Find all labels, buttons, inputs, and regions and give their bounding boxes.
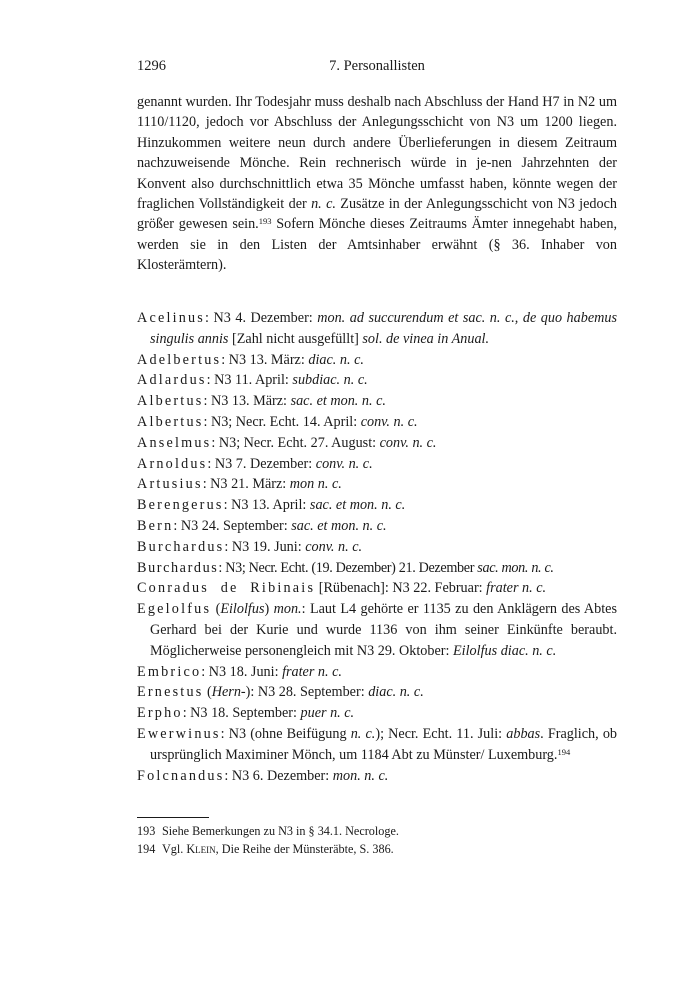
list-entry	[137, 350, 617, 371]
intro-paragraph	[137, 92, 617, 276]
list-entry	[137, 703, 617, 724]
entry-text: (	[211, 601, 221, 618]
entry-text: ); Necr. Echt. 11. Juli:	[375, 725, 507, 742]
list-entry	[137, 370, 617, 391]
list-entry	[137, 537, 617, 558]
footnote-ref-194: 194	[557, 746, 571, 757]
entry-latin: mon n. c.	[289, 476, 342, 493]
footnote-text: , Die Reihe der Münsteräbte, S. 386.	[215, 842, 394, 856]
entry-latin: Hern-	[211, 684, 246, 701]
entry-text: : N3 13. März:	[221, 351, 309, 368]
entry-latin: frater n. c.	[486, 580, 547, 597]
list-entry	[137, 766, 617, 787]
entry-latin: n. c.	[350, 725, 376, 742]
entry-latin: abbas	[506, 725, 541, 742]
entry-name: Folcnandus	[137, 767, 225, 784]
entry-name: Arnoldus	[137, 455, 208, 472]
entry-latin: sac. et mon. n. c.	[290, 393, 386, 410]
entry-text: : N3; Necr. Echt. (19. Dezember) 21. Dezember	[218, 559, 478, 576]
entry-text: : N3 6. Dezember:	[224, 767, 333, 784]
entry-latin: puer n. c.	[300, 705, 355, 722]
footnote	[137, 822, 617, 840]
entry-name: Egelolfus	[137, 601, 212, 618]
intro-text-2: Zusätze in der Anlegungsschicht von N3 jedoch größer gewesen sein.	[137, 196, 617, 233]
entry-latin: subdiac. n. c.	[292, 372, 368, 389]
entry-latin: sac. et mon. n. c.	[291, 517, 387, 534]
entry-name: Adelbertus	[137, 351, 222, 368]
list-entry	[137, 578, 617, 599]
entry-name: Ewerwinus	[137, 725, 221, 742]
entry-text: : N3 (ohne Beifügung	[220, 725, 351, 742]
entry-name: Conradus de Ribinais	[137, 580, 316, 597]
entry-latin: mon. n. c.	[332, 767, 389, 784]
entry-latin: conv. n. c.	[315, 455, 373, 472]
entry-latin: Eilolfus diac. n. c.	[453, 642, 557, 659]
entry-name: Adlardus	[137, 372, 207, 389]
list-entry	[137, 724, 617, 766]
intro-text-3: Sofern Mönche dieses Zeitraums Ämter innegehabt haben, werden sie in den Listen der Amtsinhaber erwähnt (§ 36. Inhaber von Klosterämtern).	[137, 216, 617, 274]
entry-latin: frater n. c.	[282, 663, 342, 680]
entry-latin: sac. et mon. n. c.	[309, 497, 406, 514]
entry-text: : Laut L4 gehörte er 1135 zu den Anklägern des Abtes Gerhard bei der Kurie und wurde 1136 von ihm seiner Einkünfte beraubt. Möglicherweise personengleich mit N3 29. Oktober:	[150, 601, 617, 659]
list-entry	[137, 454, 617, 475]
entry-name: Ernestus	[137, 684, 204, 701]
entry-latin: conv. n. c.	[305, 538, 363, 555]
list-entry	[137, 495, 617, 516]
page-number: 1296	[137, 58, 166, 74]
footnote-text: Vgl.	[162, 842, 187, 856]
footnote	[137, 840, 617, 858]
entry-text: : N3 19. Juni:	[224, 538, 306, 555]
list-entry	[137, 516, 617, 537]
list-entry	[137, 682, 617, 703]
entry-text: (	[203, 684, 212, 701]
entry-text: : N3; Necr. Echt. 27. August:	[211, 434, 380, 451]
entry-latin: mon. ad succurendum et sac. n. c., de quo habemus singulis annis	[150, 310, 617, 347]
entry-name: Burchardus	[137, 559, 219, 576]
monk-list	[137, 308, 617, 786]
footnote-divider	[137, 817, 209, 818]
entry-text: : N3 24. September:	[173, 517, 292, 534]
entry-latin: diac. n. c.	[308, 351, 364, 368]
list-entry	[137, 599, 617, 661]
entry-text: [Rübenach]: N3 22. Februar:	[315, 580, 487, 597]
entry-latin: mon.	[273, 601, 302, 618]
entry-name: Burchardus	[137, 538, 225, 555]
entry-latin: conv. n. c.	[379, 434, 437, 451]
entry-name: Albertus	[137, 413, 204, 430]
entry-latin: Eilolfus	[220, 601, 265, 618]
list-entry	[137, 412, 617, 433]
entry-text: : N3 11. April:	[206, 372, 293, 389]
entry-name: Anselmus	[137, 434, 212, 451]
entry-name: Artusius	[137, 476, 203, 493]
intro-italic: n. c.	[311, 196, 336, 213]
entry-name: Embrico	[137, 663, 202, 680]
list-entry	[137, 391, 617, 412]
list-entry	[137, 474, 617, 495]
list-entry	[137, 308, 617, 350]
entry-text: [Zahl nicht ausgefüllt]	[228, 330, 363, 347]
footnotes	[137, 822, 617, 858]
entry-text: : N3 7. Dezember:	[207, 455, 316, 472]
entry-text: : N3 13. März:	[203, 393, 291, 410]
entry-text: ): N3 28. September:	[245, 684, 369, 701]
entry-text: . Fraglich, ob ursprünglich Maximiner Mönch, um 1184 Abt zu Münster/ Luxemburg.	[150, 725, 618, 763]
entry-latin: diac. n. c.	[368, 684, 424, 701]
entry-latin: sol. de vinea in Anual.	[362, 330, 490, 347]
intro-text-1: genannt wurden. Ihr Todesjahr muss deshalb nach Abschluss der Hand H7 in N2 um 1110/1120, jedoch vor Abschluss der Anlegungsschicht von N3 um 1200 liegen. Hinzukommen weitere neun durch andere Überlieferungen in diesem Zeitraum nachzuweisende Mönche. Rein rechnerisch würde in je-nen Jahrzehnten der Konvent also durchschnittlich etwa 35 Mönche umfasst haben, könnte wegen der fraglichen Vollständigkeit der	[137, 94, 617, 213]
entry-text: : N3 4. Dezember:	[205, 310, 318, 326]
entry-text: : N3 13. April:	[223, 497, 310, 514]
entry-name: Erpho	[137, 705, 183, 722]
entry-text: : N3 18. September:	[182, 705, 301, 722]
list-entry	[137, 662, 617, 683]
entry-text: : N3 21. März:	[202, 476, 290, 493]
running-title: 7. Personallisten	[329, 58, 425, 74]
list-entry	[137, 558, 617, 579]
entry-latin: sac. mon. n. c.	[477, 559, 554, 576]
entry-name: Bern	[137, 517, 174, 534]
footnote-number: 194	[137, 842, 156, 856]
entry-name: Acelinus	[137, 310, 206, 326]
entry-name: Albertus	[137, 393, 204, 410]
entry-text: : N3 18. Juni:	[201, 663, 283, 680]
footnote-ref-193: 193	[258, 216, 272, 227]
entry-name: Berengerus	[137, 497, 224, 514]
entry-latin: conv. n. c.	[360, 413, 418, 430]
list-entry	[137, 433, 617, 454]
footnote-text: Siehe Bemerkungen zu N3 in § 34.1. Necrologe.	[162, 824, 399, 838]
entry-text: : N3; Necr. Echt. 14. April:	[203, 413, 361, 430]
entry-text: )	[264, 601, 274, 618]
footnote-author: Klein	[186, 842, 216, 856]
footnote-number: 193	[137, 824, 156, 838]
